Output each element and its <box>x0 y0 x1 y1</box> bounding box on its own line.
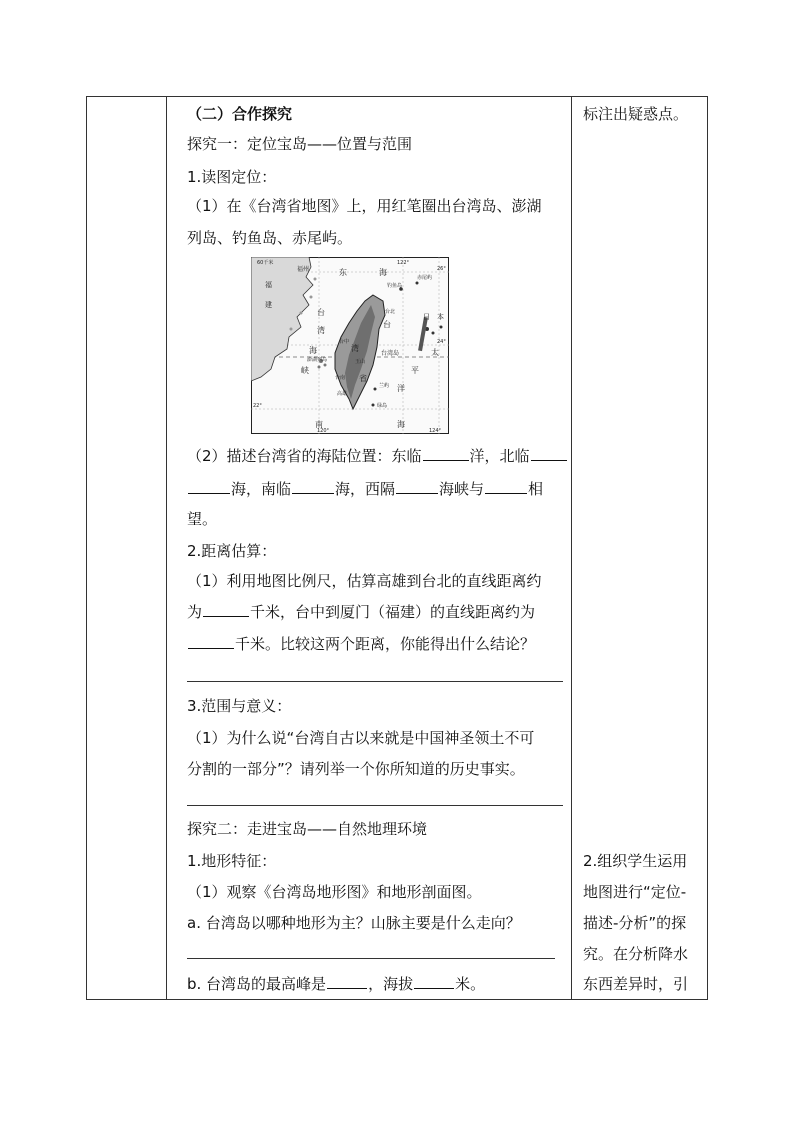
map-label-lon-124: 124° <box>429 428 442 434</box>
map-label-penghu: 澎湖列岛 <box>307 357 328 363</box>
map-label-ben: 本 <box>437 313 444 321</box>
map-label-gaoxiong: 高雄 <box>337 391 348 397</box>
q2-title: 2.距离估算： <box>187 542 277 560</box>
fill-blank[interactable] <box>292 479 334 494</box>
map-label-taibei: 台北 <box>385 309 396 315</box>
fill-blank[interactable] <box>423 446 469 461</box>
q1-title: 1.读图定位： <box>187 168 277 186</box>
map-label-jian: 建 <box>265 301 272 309</box>
side-note-line: 描述-分析”的探 <box>583 914 687 932</box>
map-label-fu: 福 <box>265 281 272 289</box>
q3-1-line2: 分割的一部分”？请列举一个你所知道的历史事实。 <box>187 760 525 778</box>
map-label-lat-22: 22° <box>253 403 262 409</box>
q1-1-line2: 列岛、钓鱼岛、赤尾屿。 <box>187 229 353 247</box>
q2-1-line1: （1）利用地图比例尺，估算高雄到台北的直线距离约 <box>187 572 542 590</box>
side-top-note: 标注出疑惑点。 <box>583 105 689 123</box>
q2-1-line3: 千米。比较这两个距离，你能得出什么结论？ <box>187 634 535 654</box>
map-label-tai-strait: 台 <box>317 308 325 317</box>
answer-line[interactable] <box>187 681 563 682</box>
answer-line[interactable] <box>187 805 563 806</box>
map-label-dong: 东 <box>339 268 347 277</box>
map-label-diaoyu: 钓鱼岛 <box>387 283 403 289</box>
fill-blank[interactable] <box>414 974 454 989</box>
lesson-table <box>86 96 708 1000</box>
fill-blank[interactable] <box>531 446 567 461</box>
map-label-nan: 南 <box>315 420 323 429</box>
explore2-q1-1: （1）观察《台湾岛地形图》和地形剖面图。 <box>187 883 482 901</box>
fill-blank[interactable] <box>485 479 527 494</box>
map-label-yang: 洋 <box>397 384 405 393</box>
side-note-line: 东西差异时，引 <box>583 975 689 993</box>
section-title: （二）合作探究 <box>187 105 293 123</box>
fill-blank[interactable] <box>188 634 234 649</box>
map-label-fuzhou: 福州 <box>297 266 310 273</box>
q1-2-line2: 海，南临 海，西隔 海峡与 相 <box>187 479 543 499</box>
map-label-scale: 60千米 <box>257 260 274 266</box>
q1-2-line3: 望。 <box>187 510 218 528</box>
map-label-lanyu: 兰屿 <box>379 383 390 389</box>
fill-blank[interactable] <box>188 479 230 494</box>
side-note-line: 究。在分析降水 <box>583 945 689 963</box>
q1-1-line1: （1）在《台湾省地图》上，用红笔圈出台湾岛、澎湖 <box>187 197 542 215</box>
map-label-taizhong: 台中 <box>339 339 350 345</box>
column-divider <box>571 97 572 999</box>
fill-blank[interactable] <box>203 602 249 617</box>
map-label-lon-122: 122° <box>397 260 410 266</box>
map-label-hai-bottom: 海 <box>397 420 405 429</box>
map-label-tai-province: 台 <box>383 320 391 329</box>
explore1-title: 探究一：定位宝岛——位置与范围 <box>187 135 413 153</box>
map-label-chiwei: 赤尾屿 <box>417 275 433 281</box>
explore2-qb: b. 台湾岛的最高峰是 ，海拔 米。 <box>187 975 486 993</box>
map-label-lvdao: 绿岛 <box>377 403 388 409</box>
taiwan-province-map <box>251 257 449 434</box>
map-label-tainan: 台南 <box>335 375 346 381</box>
map-label-ping: 平 <box>411 366 419 375</box>
map-label-xia: 峡 <box>301 366 309 375</box>
map-label-yushan: 玉山 <box>355 359 366 365</box>
map-label-hai-strait: 海 <box>309 346 317 355</box>
map-label-lat-24: 24° <box>437 339 446 345</box>
q1-2-line1: （2）描述台湾省的海陆位置：东临 洋，北临 <box>187 446 568 466</box>
explore2-title: 探究二：走进宝岛——自然地理环境 <box>187 820 428 838</box>
map-label-wan-province: 湾 <box>351 344 359 353</box>
q2-1-line2: 为 千米，台中到厦门（福建）的直线距离约为 <box>187 603 536 621</box>
q3-title: 3.范围与意义： <box>187 697 292 715</box>
answer-line[interactable] <box>187 958 555 959</box>
map-label-lat-26: 26° <box>437 266 446 272</box>
map-label-taiwan-dao: 台湾岛 <box>381 350 400 357</box>
map-label-ri: 日 <box>423 313 430 321</box>
fill-blank[interactable] <box>396 479 438 494</box>
map-label-tai-ocean: 太 <box>431 348 439 357</box>
map-label-lon-120: 120° <box>317 428 330 434</box>
map-label-hai-top: 海 <box>379 268 387 277</box>
column-divider <box>166 97 167 999</box>
explore2-q1-title: 1.地形特征： <box>187 852 277 870</box>
explore2-qa: a. 台湾岛以哪种地形为主？山脉主要是什么走向？ <box>187 914 521 932</box>
map-label-wan: 湾 <box>317 326 325 335</box>
side-note-line: 地图进行“定位- <box>583 883 687 901</box>
q3-1-line1: （1）为什么说“台湾自古以来就是中国神圣领土不可 <box>187 729 535 747</box>
fill-blank[interactable] <box>327 974 367 989</box>
map-label-sheng: 省 <box>359 374 367 383</box>
side-note-line: 2.组织学生运用 <box>583 852 688 870</box>
